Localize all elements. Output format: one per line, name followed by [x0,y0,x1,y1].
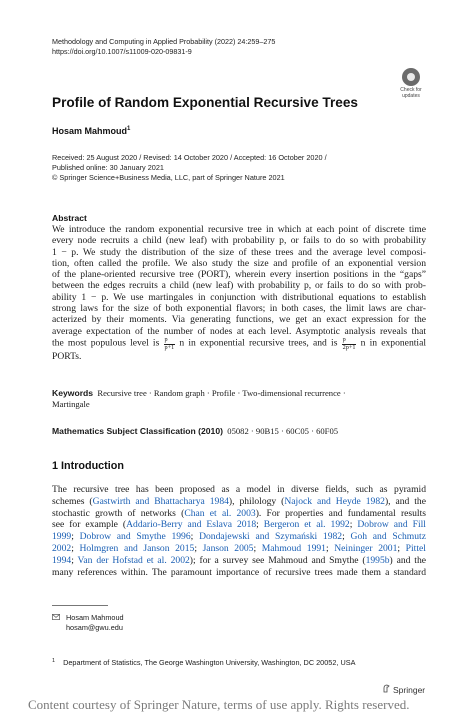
fraction-denominator: 2p+1 [342,343,356,351]
abstract-line: acterized by their moments. Via generating functions, we get an exact expression for the [52,314,426,326]
msc-classification [52,426,338,436]
citation-link[interactable]: Gastwirth and Bhattacharya 1984 [92,495,229,507]
citation-link[interactable]: Dondajewski and Szymański 1982 [199,531,343,543]
contact-email[interactable]: hosam@gwu.edu [66,622,123,632]
citation-link[interactable]: Dobrow and Fill [357,519,426,531]
msc-label: Mathematics Subject Classification (2010) [52,426,223,436]
badge-line-1: Check for [400,87,422,93]
intro-line: 1999; Dobrow and Smythe 1996; Dondajewski and Szymański 1982; Goh and Schmutz [52,531,426,543]
citation-link[interactable]: 1995b [365,554,390,566]
citation-link[interactable]: Bergeron et al. 1992 [263,519,350,531]
intro-line: schemes (Gastwirth and Bhattacharya 1984), philology (Najock and Heyde 1982), and the [52,495,426,507]
citation-link[interactable]: Pittel [405,542,426,554]
dates-line-1: Received: 25 August 2020 / Revised: 14 October 2020 / Accepted: 16 October 2020 / [52,153,327,162]
crossmark-icon [402,68,420,86]
check-for-updates-badge[interactable] [393,66,429,102]
abstract-text: n in exponential recursive trees, and is [179,337,338,349]
paper-title: Profile of Random Exponential Recursive Trees [52,95,358,110]
intro-line: 1994; Van der Hofstad et al. 2002); for a survey see Mahmoud and Smythe (1995b) and the [52,554,427,566]
intro-line: The recursive tree has been proposed as a model in diverse fields, such as pyramid [52,484,426,495]
citation-link[interactable]: 2002 [52,542,72,554]
corresponding-author [52,613,124,632]
abstract-line: between the edges recruits a child (new leaf) with probability p, or fails to do so with prob- [52,280,426,292]
badge-line-2: updates [402,92,420,99]
fraction-denominator: p+1 [164,343,175,351]
abstract-fraction-line [52,337,426,351]
footnote-text: Department of Statistics, The George Washington University, Washington, DC 20052, USA [63,658,356,667]
keywords-label: Keywords [52,388,94,398]
author-name[interactable]: Hosam Mahmoud [52,126,128,136]
intro-line: 2002; Holmgren and Janson 2015; Janson 2005; Mahmoud 1991; Neininger 2001; Pittel [52,542,426,554]
abstract-line: of the plane-oriented recursive tree (PORT), wherein every insertion positions in the “gaps” [52,269,426,281]
citation-link[interactable]: Janson 2005 [202,542,254,554]
fraction-numerator: p [342,337,357,345]
abstract-line: PORTs. [52,351,82,363]
copyright-line: © Springer Science+Business Media, LLC, part of Springer Nature 2021 [52,173,285,183]
envelope-icon [52,613,60,623]
abstract-line: average expectation of the number of nodes at each level. Asymptotic analysis reveals that [52,325,426,337]
abstract-line: ability 1 − p. We use martingales in conjunction with distributional equations to establish [52,291,426,303]
citation-link[interactable]: Addario-Berry and Eslava 2018 [126,519,257,531]
citation-link[interactable]: Goh and Schmutz [350,531,426,543]
contact-name: Hosam Mahmoud [66,613,124,622]
affiliation-footnote [52,658,355,667]
courtesy-watermark: Content courtesy of Springer Nature, terms of use apply. Rights reserved. [28,697,410,712]
keywords-text: Recursive tree · Random graph · Profile · Two-dimensional recurrence · [97,388,346,398]
citation-link[interactable]: Mahmoud 1991 [261,542,326,554]
author-line [52,126,130,136]
publisher-logo [382,684,425,695]
footnote-divider [52,605,108,606]
publication-dates [52,153,327,184]
abstract-text: n in exponential [360,337,426,349]
citation-link[interactable]: Van der Hofstad et al. 2002 [77,554,190,566]
abstract-line: 1 − p. We study the distribution of the size of these trees and the average level composi- [52,246,426,258]
msc-codes: 05082 · 90B15 · 60C05 · 60F05 [227,426,339,436]
dates-line-2: Published online: 30 January 2021 [52,163,164,173]
intro-line: many references within. The paramount importance of recursive trees made them a standard [52,566,426,578]
fraction-p-over-2p-plus-1 [342,337,357,351]
keywords [52,388,426,411]
intro-line: stochastic growth of networks (Chan et al. 2003). For properties and fundamental results [52,507,426,519]
abstract-text: the most populous level is [52,337,160,349]
fraction-p-over-p-plus-1 [164,337,176,351]
abstract-line: We introduce the random exponential recursive tree in which at each point of discrete time [52,224,426,235]
author-affiliation-mark: 1 [127,126,131,132]
abstract-line: strong laws for the size of both exponential flavors; in both cases, the limit laws are char- [52,303,426,315]
citation-link[interactable]: Neininger 2001 [334,542,398,554]
abstract-heading: Abstract [52,213,87,223]
citation-link[interactable]: Dobrow and Smythe 1996 [79,531,191,543]
citation-link[interactable]: Chan et al. 2003 [184,507,256,519]
introduction-body [52,484,426,578]
abstract-line: tion, often called the profile. We also study the size and profile of an exponential version [52,257,426,269]
footnote-number: 1 [52,658,56,664]
fraction-numerator: p [164,337,176,345]
citation-link[interactable]: Holmgren and Janson 2015 [79,542,195,554]
doi-link[interactable]: https://doi.org/10.1007/s11009-020-09831-9 [52,47,192,57]
abstract-body [52,224,426,362]
intro-line: see for example (Addario-Berry and Eslava 2018; Bergeron et al. 1992; Dobrow and Fill [52,519,426,531]
springer-horse-icon [382,684,390,695]
abstract-line: every node recruits a child (new leaf) with probability p, or fails to do so with probability [52,235,426,247]
journal-header [52,37,275,58]
publisher-name: Springer [393,685,426,695]
journal-citation: Methodology and Computing in Applied Probability (2022) 24:259–275 [52,37,276,46]
section-heading: 1 Introduction [52,460,124,472]
citation-link[interactable]: 1999 [52,531,72,543]
citation-link[interactable]: Najock and Heyde 1982 [284,495,385,507]
citation-link[interactable]: 1994 [52,554,72,566]
keywords-text-2: Martingale [52,399,90,410]
